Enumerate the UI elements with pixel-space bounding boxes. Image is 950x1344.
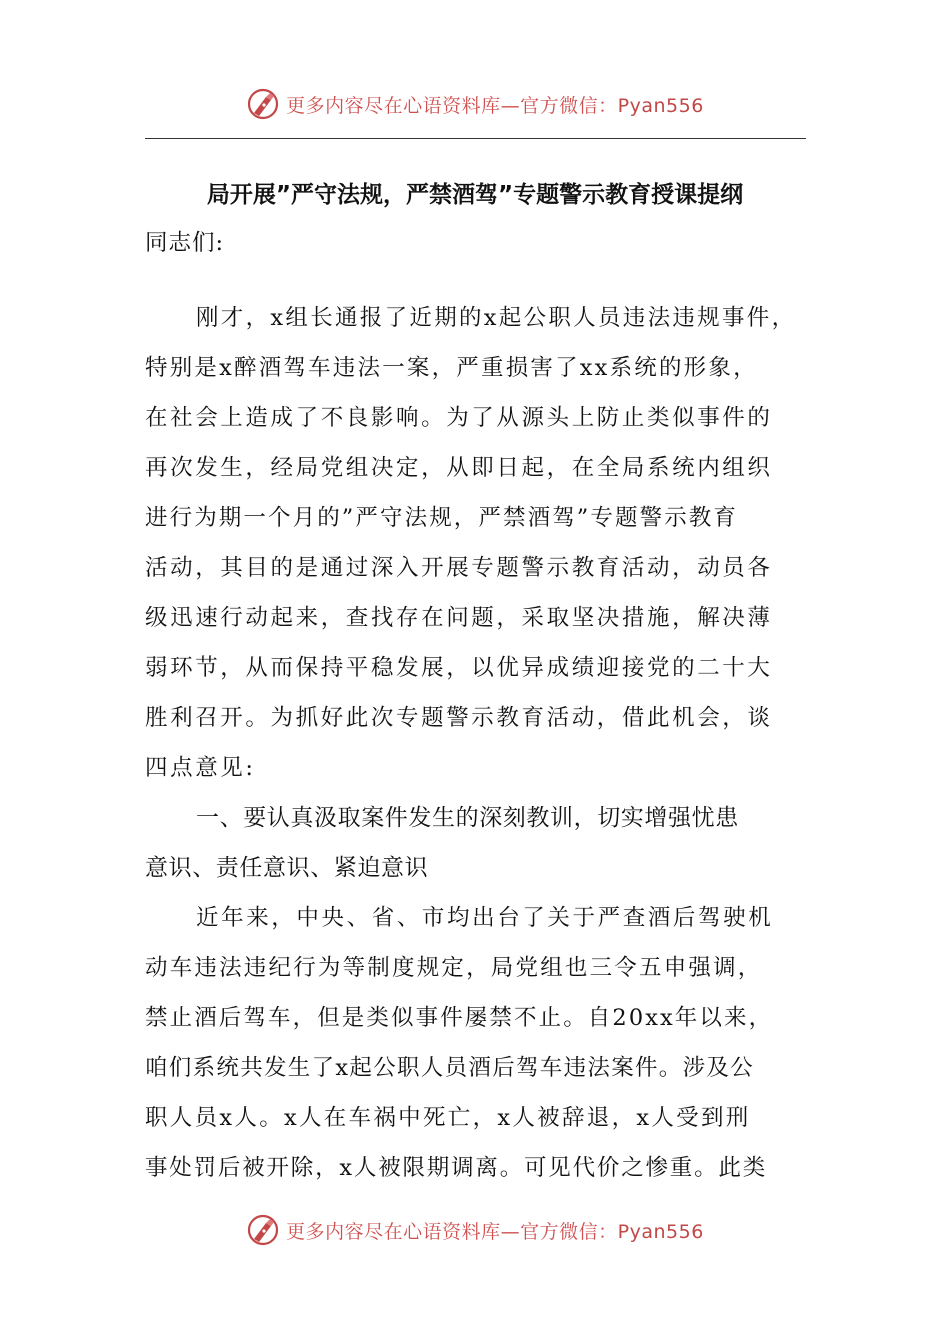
watermark-text: 更多内容尽在心语资料库—官方微信：Pyan556 [286,1220,704,1243]
header-divider [145,138,806,139]
paragraph-line: 活动，其目的是通过深入开展专题警示教育活动，动员各 [145,555,773,581]
header-watermark [0,84,950,124]
paragraph-line: 咱们系统共发生了x起公职人员酒后驾车违法案件。涉及公 [145,1055,754,1081]
paragraph-line: 动车违法违纪行为等制度规定，局党组也三令五申强调， [145,955,763,981]
paragraph-line: 级迅速行动起来，查找存在问题，采取坚决措施，解决薄 [145,605,773,631]
paragraph-line: 再次发生，经局党组决定，从即日起，在全局系统内组织 [145,455,773,481]
paragraph-line: 四点意见: [145,755,256,781]
pen-nib-icon [246,87,280,121]
paragraph-line: 刚才，x组长通报了近期的x起公职人员违法违规事件， [196,305,797,331]
paragraph-line: 事处罚后被开除，x人被限期调离。可见代价之惨重。此类 [145,1155,767,1181]
footer-watermark [0,1210,950,1250]
watermark-wechat-id: Pyan556 [617,1220,704,1243]
paragraph-line: 弱环节，从而保持平稳发展，以优异成绩迎接党的二十大 [145,655,773,681]
watermark-wechat-id: Pyan556 [617,94,704,117]
section-heading: 意识、责任意识、紧迫意识 [145,855,429,881]
paragraph-line: 进行为期一个月的”严守法规，严禁酒驾”专题警示教育 [145,505,739,531]
paragraph-line: 近年来，中央、省、市均出台了关于严查酒后驾驶机 [196,905,774,931]
watermark-text: 更多内容尽在心语资料库—官方微信：Pyan556 [286,94,704,117]
paragraph-line: 在社会上造成了不良影响。为了从源头上防止类似事件的 [145,405,773,431]
document-title: 局开展”严守法规，严禁酒驾”专题警示教育授课提纲 [206,182,744,208]
paragraph-line: 职人员x人。x人在车祸中死亡，x人被辞退，x人受到刑 [145,1105,751,1131]
pen-nib-icon [246,1213,280,1247]
paragraph-line: 特别是x醉酒驾车违法一案，严重损害了xx系统的形象， [145,355,758,381]
paragraph-line: 禁止酒后驾车，但是类似事件屡禁不止。自20xx年以来， [145,1005,774,1031]
salutation: 同志们: [145,230,225,256]
paragraph-line: 胜利召开。为抓好此次专题警示教育活动，借此机会，谈 [145,705,773,731]
section-heading: 一、要认真汲取案件发生的深刻教训，切实增强忧患 [196,805,739,831]
